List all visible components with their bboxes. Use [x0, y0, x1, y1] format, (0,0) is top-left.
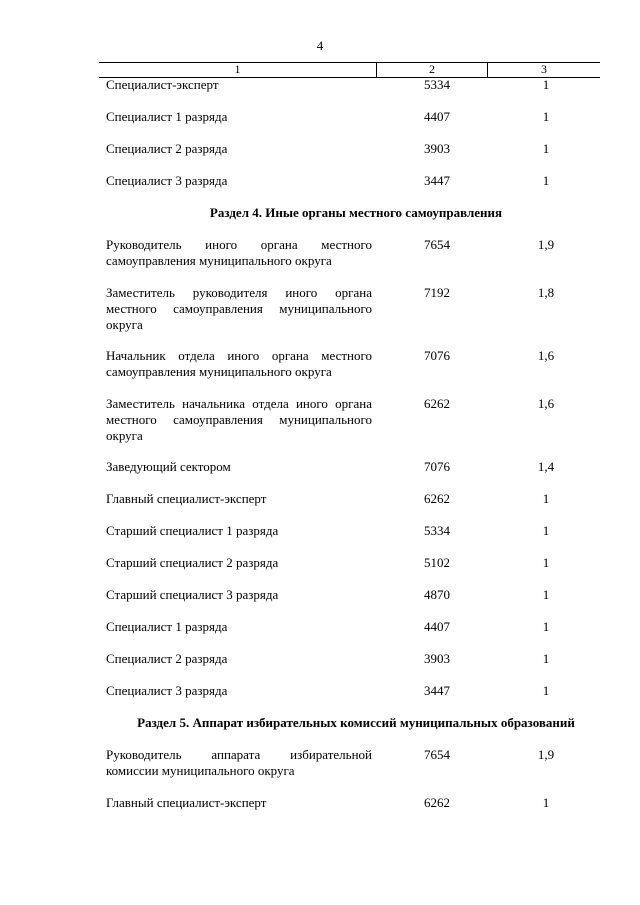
salary-value: 4870 — [424, 587, 450, 602]
salary-value: 4407 — [424, 109, 450, 124]
position-name: Начальник отдела иного органа местного самоуправления муниципального округа — [106, 348, 372, 379]
table-row — [106, 651, 606, 667]
position-name: Руководитель иного органа местного самоуправления муниципального округа — [106, 237, 372, 268]
section-title: Раздел 4. Иные органы местного самоуправления — [209, 205, 503, 220]
table-body — [106, 77, 606, 811]
section-title: Раздел 5. Аппарат избирательных комиссий муниципальных образований — [137, 715, 575, 730]
coefficient-value: 1 — [542, 619, 550, 634]
coefficient-value: 1 — [542, 683, 550, 698]
table-row — [106, 523, 606, 539]
coefficient-value: 1 — [542, 141, 550, 156]
position-name: Специалист 2 разряда — [106, 651, 228, 666]
salary-value: 3447 — [424, 173, 450, 188]
coefficient-value: 1 — [542, 491, 550, 506]
salary-value: 6262 — [424, 491, 450, 506]
position-name: Заместитель начальника отдела иного органа местного самоуправления муниципального округа — [106, 396, 372, 443]
position-name: Старший специалист 2 разряда — [106, 555, 279, 570]
coefficient-value: 1,8 — [537, 285, 555, 300]
coefficient-value: 1,9 — [537, 237, 555, 252]
table-row — [106, 285, 606, 333]
position-name: Специалист-эксперт — [106, 77, 219, 92]
coefficient-value: 1 — [542, 555, 550, 570]
table-row — [106, 491, 606, 507]
coefficient-value: 1 — [542, 587, 550, 602]
table-row — [106, 396, 606, 444]
salary-value: 5334 — [424, 523, 450, 538]
position-name: Специалист 3 разряда — [106, 683, 228, 698]
coefficient-value: 1 — [542, 795, 550, 810]
salary-value: 3903 — [424, 651, 450, 666]
table-row — [106, 459, 606, 475]
position-name: Старший специалист 1 разряда — [106, 523, 279, 538]
position-name: Заместитель руководителя иного органа местного самоуправления муниципального округа — [106, 285, 372, 332]
coefficient-value: 1 — [542, 173, 550, 188]
page-number: 4 — [316, 38, 324, 53]
salary-value: 6262 — [424, 396, 450, 411]
coefficient-value: 1 — [542, 523, 550, 538]
position-name: Заведующий сектором — [106, 459, 231, 474]
header-col-1: 1 — [99, 63, 377, 77]
table-row — [106, 77, 606, 93]
position-name: Специалист 1 разряда — [106, 619, 228, 634]
salary-value: 7076 — [424, 348, 450, 363]
coefficient-value: 1 — [542, 109, 550, 124]
table-row — [106, 795, 606, 811]
salary-value: 6262 — [424, 795, 450, 810]
position-name: Специалист 1 разряда — [106, 109, 228, 124]
salary-value: 3447 — [424, 683, 450, 698]
salary-value: 4407 — [424, 619, 450, 634]
position-name: Главный специалист-эксперт — [106, 795, 267, 810]
salary-value: 7076 — [424, 459, 450, 474]
position-name: Специалист 3 разряда — [106, 173, 228, 188]
table-row — [106, 555, 606, 571]
table-row — [106, 683, 606, 699]
table-header — [99, 62, 600, 78]
salary-value: 7654 — [424, 747, 450, 762]
coefficient-value: 1,9 — [537, 747, 555, 762]
table-row — [106, 619, 606, 635]
table-row — [106, 587, 606, 603]
table-row — [106, 141, 606, 157]
salary-value: 7654 — [424, 237, 450, 252]
table-row — [106, 747, 606, 779]
position-name: Руководитель аппарата избирательной комиссии муниципального округа — [106, 747, 372, 778]
coefficient-value: 1,6 — [537, 348, 555, 363]
coefficient-value: 1 — [542, 77, 550, 92]
salary-value: 7192 — [424, 285, 450, 300]
position-name: Старший специалист 3 разряда — [106, 587, 279, 602]
position-name: Главный специалист-эксперт — [106, 491, 267, 506]
salary-value: 5102 — [424, 555, 450, 570]
salary-value: 5334 — [424, 77, 450, 92]
header-col-2: 2 — [377, 63, 488, 77]
table-row — [106, 237, 606, 269]
table-row — [106, 173, 606, 189]
position-name: Специалист 2 разряда — [106, 141, 228, 156]
coefficient-value: 1 — [542, 651, 550, 666]
table-row — [106, 109, 606, 125]
header-col-3: 3 — [541, 62, 547, 76]
coefficient-value: 1,4 — [537, 459, 555, 474]
salary-value: 3903 — [424, 141, 450, 156]
coefficient-value: 1,6 — [537, 396, 555, 411]
table-row — [106, 348, 606, 380]
